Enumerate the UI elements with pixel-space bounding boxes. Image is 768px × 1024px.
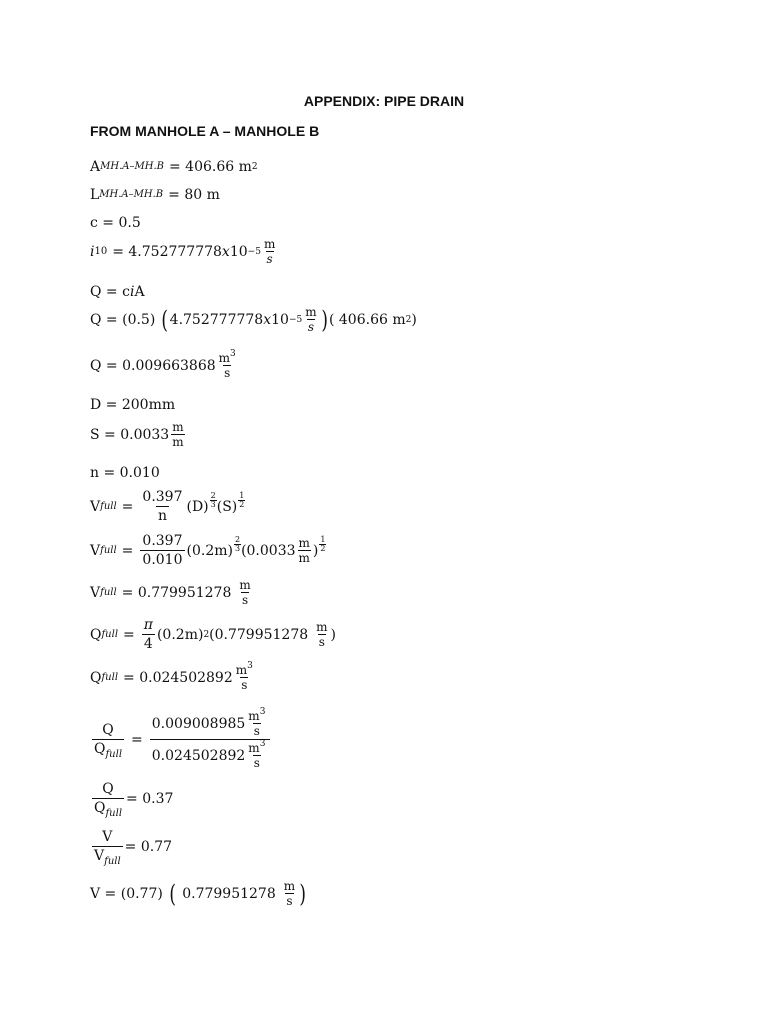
equation-rational-formula: Q = c i A	[90, 284, 145, 300]
value-ratio-fraction: 0.009008985 $\frac{m^3}{s}$ 0.024502892 $\frac{m^3}{s}$	[150, 710, 271, 769]
exponent-fraction: 2 3	[210, 491, 216, 509]
equation-qfull-result: Q full = 0.024502892 $\frac{m^3}{s}$	[90, 661, 253, 692]
equation-q-result: Q = 0.009663868 $\frac{m^3}{s}$	[90, 349, 236, 380]
equation-q-ratio-result: $\frac{Q}{Q_{full}}$ = 0.37	[94, 781, 174, 819]
equation-manning-n: n = 0.010	[90, 465, 160, 481]
coefficient-fraction: $\frac{0.397}{n}$	[142, 489, 183, 524]
pi-fraction: $\frac{\pi}{4}$	[143, 617, 153, 652]
equation-vfull-result: V full = 0.779951278 $\frac{m}{s}$	[90, 578, 251, 607]
equation-q-ratio: $\frac{Q}{Q_{full}}$ = 0.009008985 $\frac{m^3}{s}$ 0.024502892 $\frac{m^3}{s}$	[90, 710, 272, 769]
equation-vfull-substitution: V full = $\frac{0.397}{0.010}$ (0.2m) 2 3 (0.0033 $\frac{m}{m}$ ) 1 2	[90, 533, 326, 568]
unit-fraction: $\frac{m^3}{s}$	[248, 739, 266, 770]
page-title: APPENDIX: PIPE DRAIN	[303, 93, 465, 109]
unit-fraction: $\frac{m^3}{s}$	[248, 707, 266, 738]
unit-fraction: $\frac{m}{s}$	[305, 305, 317, 334]
unit-fraction: $\frac{m}{s}$	[316, 620, 328, 649]
unit-fraction: $\frac{m}{m}$	[298, 536, 310, 565]
unit-fraction: $\frac{m}{s}$	[239, 578, 251, 607]
unit-fraction: $\frac{m}{m}$	[172, 420, 184, 449]
equation-v-ratio-result: $\frac{V}{V_{full}}$ = 0.77	[94, 829, 173, 867]
equation-v-result: V = (0.77) ( 0.779951278 $\frac{m}{s}$ )	[90, 879, 307, 908]
equation-runoff-coefficient: c = 0.5	[90, 215, 141, 231]
exponent-fraction: 1 2	[320, 535, 326, 553]
equation-rainfall-intensity: i 10 = 4.752777778 x 10 −5 $\frac{m}{s}$	[90, 237, 276, 266]
ratio-fraction: $\frac{Q}{Q_{full}}$	[94, 722, 123, 760]
unit-fraction: $\frac{m}{s}$	[283, 879, 296, 908]
equation-vfull-formula: V full = $\frac{0.397}{n}$ (D) 2 3 (S) 1 2	[90, 489, 245, 524]
equation-q-substitution: Q = (0.5) ( 4.752777778 x 10 −5 $\frac{m}{s}$ ) ( 406.66 m 2 )	[90, 305, 417, 334]
equation-length: L MH.A–MH.B = 80 m	[90, 187, 220, 203]
equation-slope: S = 0.0033 $\frac{m}{m}$	[90, 420, 184, 449]
coefficient-fraction: $\frac{0.397}{0.010}$	[142, 533, 183, 568]
unit-fraction: $\frac{m^3}{s}$	[218, 349, 236, 380]
equation-diameter: D = 200mm	[90, 397, 176, 413]
ratio-fraction: $\frac{V}{V_{full}}$	[94, 829, 121, 867]
unit-fraction: $\frac{m}{s}$	[263, 237, 276, 266]
equation-qfull-formula: Q full = $\frac{\pi}{4}$ (0.2m) 2 (0.779951278 $\frac{m}{s}$ )	[90, 617, 337, 652]
exponent-fraction: 1 2	[239, 491, 245, 509]
unit-fraction: $\frac{m^3}{s}$	[235, 661, 253, 692]
equation-area: A MH.A–MH.B = 406.66 m 2	[90, 159, 258, 175]
section-heading: FROM MANHOLE A – MANHOLE B	[90, 123, 320, 139]
ratio-fraction: $\frac{Q}{Q_{full}}$	[94, 781, 123, 819]
exponent-fraction: 2 3	[234, 535, 241, 553]
